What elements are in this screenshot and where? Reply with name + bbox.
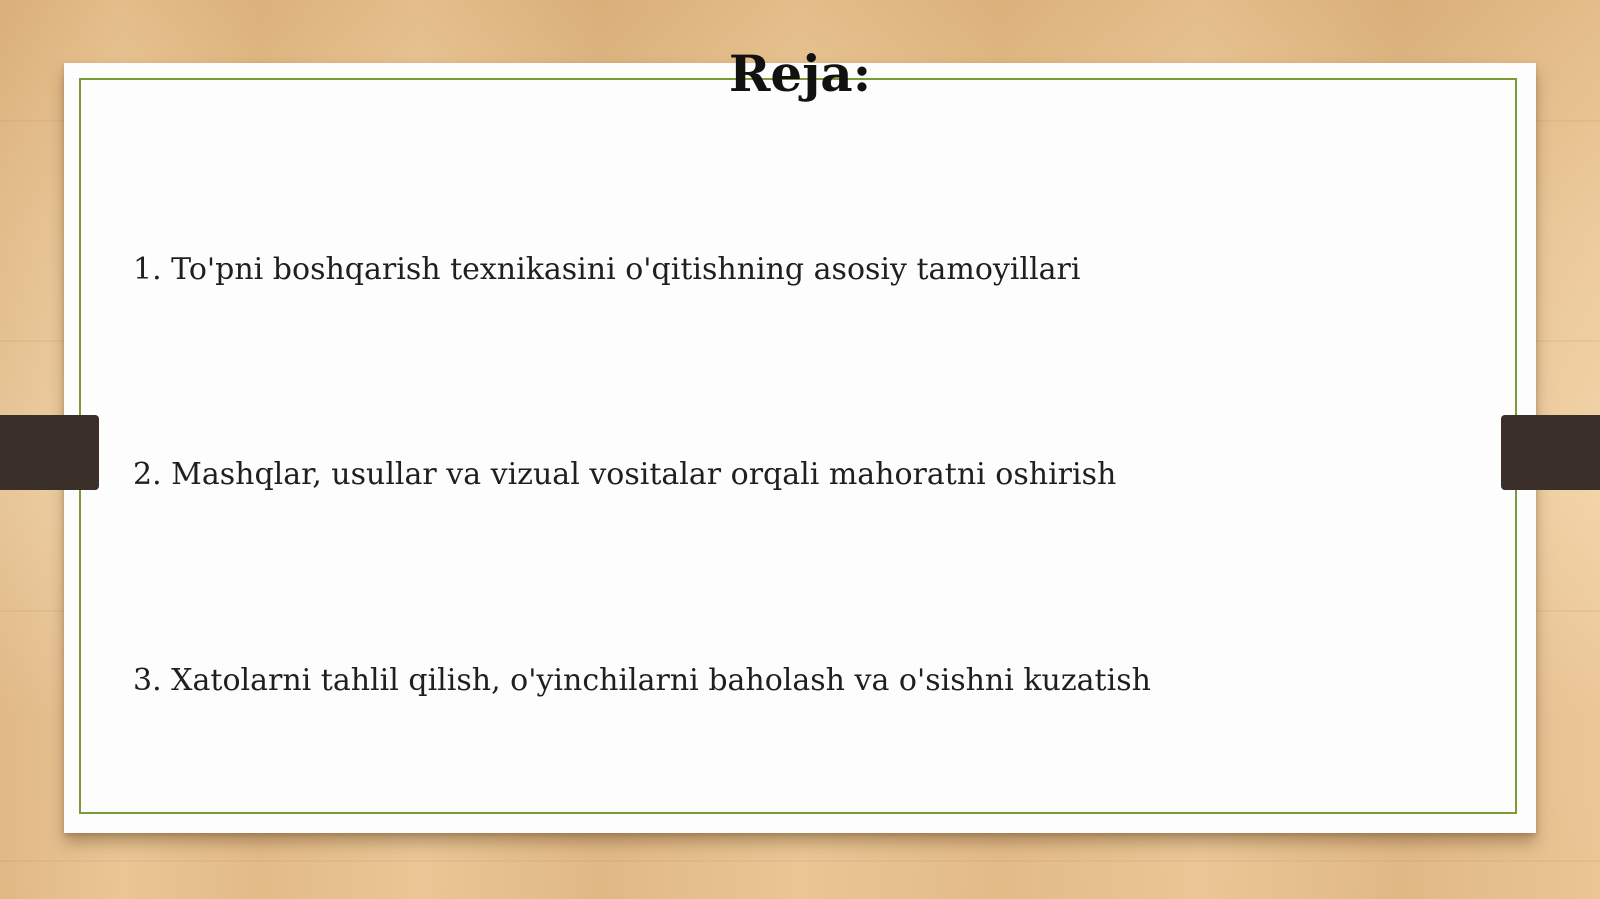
green-frame [79,78,1517,814]
plan-item-1: 1. To'pni boshqarish texnikasini o'qitishning asosiy tamoyillari [133,252,1081,287]
plan-item-2: 2. Mashqlar, usullar va vizual vositalar orqali mahoratni oshirish [133,457,1117,492]
left-binder-clip [0,415,99,490]
plan-item-3: 3. Xatolarni tahlil qilish, o'yinchilarni baholash va o'sishni kuzatish [133,663,1151,698]
slide-title: Reja: [728,44,872,103]
slide-card [64,63,1536,833]
wood-grain [0,860,1600,862]
right-binder-clip [1501,415,1600,490]
